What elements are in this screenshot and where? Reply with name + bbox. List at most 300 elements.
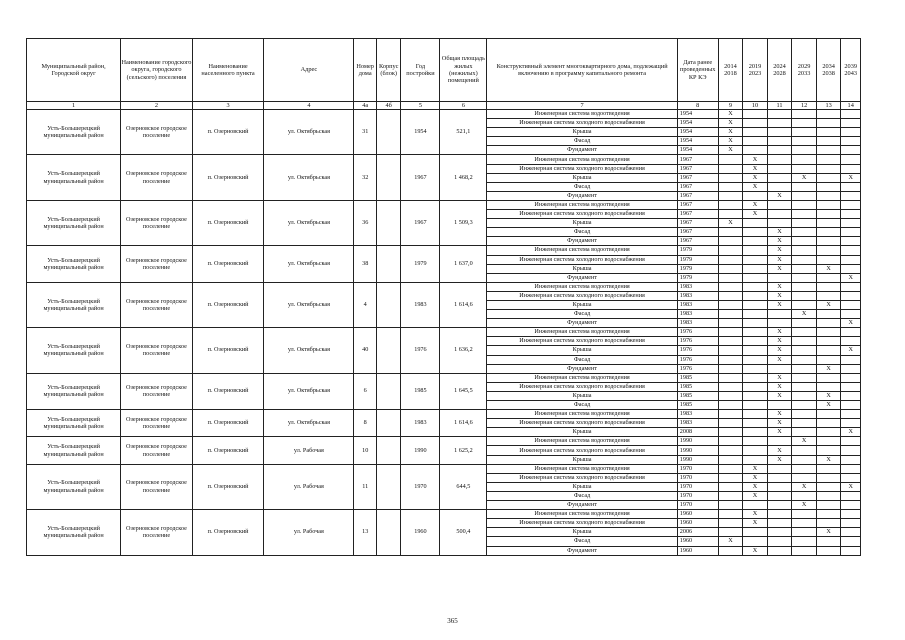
element-name-cell: Фасад	[487, 182, 677, 191]
area-cell: 1 509,3	[440, 200, 487, 245]
prev-repair-cell: 1954	[677, 146, 718, 155]
period-cell	[743, 119, 768, 128]
element-name-cell: Инженерная система холодного водоснабжения	[487, 337, 677, 346]
period-cell	[767, 210, 792, 219]
period-cell: X	[718, 219, 743, 228]
period-cell	[718, 510, 743, 519]
element-name-cell: Инженерная система водоотведения	[487, 110, 677, 119]
street-cell: ул. Октябрьская	[264, 155, 354, 200]
period-cell	[767, 155, 792, 164]
period-cell	[841, 473, 861, 482]
period-cell	[841, 282, 861, 291]
period-cell: X	[767, 391, 792, 400]
period-cell: X	[767, 237, 792, 246]
header-house-number: Номер дома	[354, 39, 377, 102]
period-cell	[718, 182, 743, 191]
period-cell	[816, 382, 841, 391]
period-cell	[792, 146, 817, 155]
area-cell: 500,4	[440, 510, 487, 555]
period-cell: X	[767, 255, 792, 264]
period-cell	[767, 401, 792, 410]
prev-repair-cell: 1985	[677, 382, 718, 391]
period-cell	[792, 228, 817, 237]
settlement-cell: Озерновское городское поселение	[121, 246, 193, 282]
period-cell: X	[792, 437, 817, 446]
period-cell	[841, 300, 861, 309]
period-cell	[792, 328, 817, 337]
build-year-cell: 1979	[401, 246, 440, 282]
prev-repair-cell: 1960	[677, 537, 718, 546]
column-number: 11	[767, 102, 792, 110]
street-cell: ул. Октябрьская	[264, 328, 354, 373]
settlement-cell: Озерновское городское поселение	[121, 155, 193, 200]
period-cell: X	[816, 391, 841, 400]
period-cell: X	[767, 191, 792, 200]
build-year-cell: 1970	[401, 464, 440, 509]
period-cell	[792, 373, 817, 382]
period-cell	[743, 446, 768, 455]
header-period-6: 2039 2043	[841, 39, 861, 102]
block-cell	[376, 282, 401, 327]
prev-repair-cell: 2006	[677, 528, 718, 537]
period-cell	[718, 419, 743, 428]
element-name-cell: Фасад	[487, 355, 677, 364]
prev-repair-cell: 1970	[677, 473, 718, 482]
prev-repair-cell: 1979	[677, 264, 718, 273]
period-cell	[743, 410, 768, 419]
element-name-cell: Фасад	[487, 491, 677, 500]
period-cell	[743, 282, 768, 291]
period-cell	[767, 182, 792, 191]
period-cell	[841, 119, 861, 128]
element-name-cell: Инженерная система холодного водоснабжения	[487, 446, 677, 455]
period-cell	[743, 328, 768, 337]
period-cell	[767, 528, 792, 537]
element-name-cell: Инженерная система водоотведения	[487, 437, 677, 446]
district-cell: Усть-Большерецкий муниципальный район	[27, 246, 121, 282]
period-cell: X	[767, 355, 792, 364]
prev-repair-cell: 1970	[677, 482, 718, 491]
period-cell: X	[792, 482, 817, 491]
period-cell	[718, 401, 743, 410]
prev-repair-cell: 1976	[677, 337, 718, 346]
period-cell	[792, 346, 817, 355]
period-cell	[792, 137, 817, 146]
period-cell	[841, 210, 861, 219]
period-cell	[792, 182, 817, 191]
prev-repair-cell: 1979	[677, 273, 718, 282]
period-cell: X	[767, 373, 792, 382]
settlement-cell: Озерновское городское поселение	[121, 464, 193, 509]
prev-repair-cell: 1983	[677, 291, 718, 300]
element-row	[27, 282, 861, 291]
period-cell	[816, 110, 841, 119]
locality-cell: п. Озерновский	[192, 246, 264, 282]
period-cell	[718, 210, 743, 219]
capital-repair-table	[26, 38, 861, 556]
house-number-cell: 4	[354, 282, 377, 327]
period-cell	[841, 528, 861, 537]
element-name-cell: Инженерная система холодного водоснабжения	[487, 291, 677, 300]
period-cell	[792, 528, 817, 537]
period-cell	[718, 501, 743, 510]
district-cell: Усть-Большерецкий муниципальный район	[27, 155, 121, 200]
prev-repair-cell: 1983	[677, 282, 718, 291]
period-cell	[841, 419, 861, 428]
period-cell	[767, 319, 792, 328]
period-cell	[743, 228, 768, 237]
district-cell: Усть-Большерецкий муниципальный район	[27, 110, 121, 155]
prev-repair-cell: 1983	[677, 310, 718, 319]
period-cell: X	[743, 491, 768, 500]
period-cell	[841, 182, 861, 191]
period-cell	[816, 546, 841, 555]
period-cell: X	[767, 446, 792, 455]
page-number: 365	[447, 617, 458, 625]
period-cell: X	[718, 137, 743, 146]
prev-repair-cell: 1976	[677, 364, 718, 373]
period-cell: X	[718, 110, 743, 119]
period-cell	[718, 164, 743, 173]
prev-repair-cell: 2008	[677, 428, 718, 437]
period-cell	[841, 128, 861, 137]
period-cell	[743, 382, 768, 391]
period-cell	[767, 546, 792, 555]
area-cell: 1 645,5	[440, 373, 487, 409]
prev-repair-cell: 1983	[677, 410, 718, 419]
period-cell	[792, 219, 817, 228]
block-cell	[376, 110, 401, 155]
period-cell	[816, 182, 841, 191]
period-cell: X	[792, 310, 817, 319]
period-cell	[718, 491, 743, 500]
period-cell	[792, 364, 817, 373]
period-cell	[816, 428, 841, 437]
period-cell: X	[767, 246, 792, 255]
period-cell	[841, 328, 861, 337]
period-cell: X	[816, 401, 841, 410]
district-cell: Усть-Большерецкий муниципальный район	[27, 510, 121, 555]
period-cell	[743, 528, 768, 537]
prev-repair-cell: 1960	[677, 510, 718, 519]
period-cell	[816, 446, 841, 455]
settlement-cell: Озерновское городское поселение	[121, 328, 193, 373]
period-cell	[743, 401, 768, 410]
period-cell	[743, 319, 768, 328]
prev-repair-cell: 1983	[677, 319, 718, 328]
block-cell	[376, 410, 401, 437]
period-cell	[743, 355, 768, 364]
period-cell	[767, 482, 792, 491]
element-name-cell: Крыша	[487, 128, 677, 137]
period-cell	[718, 446, 743, 455]
period-cell	[792, 255, 817, 264]
period-cell	[792, 519, 817, 528]
period-cell	[816, 519, 841, 528]
period-cell	[816, 473, 841, 482]
element-name-cell: Инженерная система холодного водоснабжения	[487, 473, 677, 482]
element-name-cell: Крыша	[487, 173, 677, 182]
prev-repair-cell: 1985	[677, 391, 718, 400]
period-cell	[792, 210, 817, 219]
period-cell	[767, 364, 792, 373]
period-cell	[767, 519, 792, 528]
period-cell	[743, 191, 768, 200]
area-cell: 1 637,0	[440, 246, 487, 282]
period-cell	[792, 446, 817, 455]
period-cell	[718, 473, 743, 482]
period-cell	[718, 310, 743, 319]
element-name-cell: Фундамент	[487, 273, 677, 282]
header-period-3: 2024 2028	[767, 39, 792, 102]
prev-repair-cell: 1983	[677, 419, 718, 428]
element-name-cell: Фундамент	[487, 319, 677, 328]
period-cell	[718, 255, 743, 264]
header-settlement: Наименование городского округа, городского (сельского) поселения	[121, 39, 193, 102]
column-number: 14	[841, 102, 861, 110]
period-cell: X	[767, 410, 792, 419]
element-name-cell: Крыша	[487, 219, 677, 228]
period-cell	[743, 273, 768, 282]
build-year-cell: 1985	[401, 373, 440, 409]
period-cell: X	[743, 519, 768, 528]
element-name-cell: Инженерная система холодного водоснабжения	[487, 210, 677, 219]
period-cell	[792, 491, 817, 500]
period-cell: X	[767, 228, 792, 237]
period-cell	[816, 355, 841, 364]
period-cell	[792, 401, 817, 410]
build-year-cell: 1967	[401, 155, 440, 200]
district-cell: Усть-Большерецкий муниципальный район	[27, 437, 121, 464]
element-name-cell: Фундамент	[487, 191, 677, 200]
period-cell	[816, 137, 841, 146]
period-cell	[816, 173, 841, 182]
district-cell: Усть-Большерецкий муниципальный район	[27, 410, 121, 437]
period-cell	[792, 237, 817, 246]
column-number: 7	[487, 102, 677, 110]
period-cell: X	[743, 173, 768, 182]
area-cell: 1 625,2	[440, 437, 487, 464]
element-row	[27, 464, 861, 473]
element-row	[27, 155, 861, 164]
area-cell: 1 636,2	[440, 328, 487, 373]
period-cell	[767, 146, 792, 155]
period-cell	[767, 128, 792, 137]
element-name-cell: Крыша	[487, 428, 677, 437]
period-cell	[718, 155, 743, 164]
period-cell	[841, 410, 861, 419]
build-year-cell: 1954	[401, 110, 440, 155]
period-cell: X	[841, 173, 861, 182]
period-cell	[767, 200, 792, 209]
street-cell: ул. Октябрьская	[264, 373, 354, 409]
element-name-cell: Инженерная система холодного водоснабжения	[487, 164, 677, 173]
period-cell	[792, 273, 817, 282]
area-cell: 521,1	[440, 110, 487, 155]
column-number: 9	[718, 102, 743, 110]
house-number-cell: 13	[354, 510, 377, 555]
period-cell	[743, 391, 768, 400]
period-cell	[841, 246, 861, 255]
period-cell	[792, 282, 817, 291]
period-cell	[816, 219, 841, 228]
period-cell	[767, 501, 792, 510]
period-cell	[841, 382, 861, 391]
street-cell: ул. Октябрьская	[264, 200, 354, 245]
locality-cell: п. Озерновский	[192, 464, 264, 509]
element-name-cell: Крыша	[487, 264, 677, 273]
prev-repair-cell: 1967	[677, 173, 718, 182]
column-number: 2	[121, 102, 193, 110]
period-cell	[792, 119, 817, 128]
area-cell: 1 468,2	[440, 155, 487, 200]
period-cell: X	[767, 300, 792, 309]
period-cell	[743, 110, 768, 119]
period-cell: X	[718, 537, 743, 546]
street-cell: ул. Октябрьская	[264, 410, 354, 437]
prev-repair-cell: 1954	[677, 128, 718, 137]
period-cell: X	[767, 428, 792, 437]
element-row	[27, 200, 861, 209]
period-cell	[816, 191, 841, 200]
street-cell: ул. Октябрьская	[264, 110, 354, 155]
element-name-cell: Инженерная система водоотведения	[487, 155, 677, 164]
period-cell	[841, 237, 861, 246]
column-number: 4	[264, 102, 354, 110]
build-year-cell: 1983	[401, 282, 440, 327]
element-row	[27, 373, 861, 382]
prev-repair-cell: 1979	[677, 246, 718, 255]
prev-repair-cell: 1970	[677, 501, 718, 510]
period-cell	[743, 128, 768, 137]
header-prev-repair: Дата ранее проведенных КР КЭ	[677, 39, 718, 102]
element-name-cell: Фундамент	[487, 146, 677, 155]
build-year-cell: 1976	[401, 328, 440, 373]
header-area: Общая площадь жилых (нежилых) помещений	[440, 39, 487, 102]
element-name-cell: Инженерная система водоотведения	[487, 282, 677, 291]
period-cell	[767, 491, 792, 500]
period-cell: X	[767, 291, 792, 300]
period-cell: X	[718, 119, 743, 128]
period-cell: X	[816, 528, 841, 537]
period-cell: X	[767, 419, 792, 428]
period-cell	[841, 264, 861, 273]
period-cell	[792, 191, 817, 200]
prev-repair-cell: 1967	[677, 200, 718, 209]
prev-repair-cell: 1976	[677, 328, 718, 337]
locality-cell: п. Озерновский	[192, 510, 264, 555]
period-cell	[767, 310, 792, 319]
column-number: 4а	[354, 102, 377, 110]
period-cell	[816, 491, 841, 500]
element-name-cell: Инженерная система водоотведения	[487, 510, 677, 519]
settlement-cell: Озерновское городское поселение	[121, 437, 193, 464]
period-cell: X	[816, 364, 841, 373]
element-name-cell: Инженерная система водоотведения	[487, 464, 677, 473]
block-cell	[376, 200, 401, 245]
district-cell: Усть-Большерецкий муниципальный район	[27, 464, 121, 509]
period-cell	[743, 437, 768, 446]
period-cell	[718, 391, 743, 400]
period-cell	[841, 137, 861, 146]
period-cell	[743, 373, 768, 382]
element-name-cell: Фасад	[487, 310, 677, 319]
period-cell	[792, 473, 817, 482]
period-cell: X	[792, 173, 817, 182]
period-cell	[767, 173, 792, 182]
area-cell: 1 614,6	[440, 282, 487, 327]
period-cell: X	[816, 300, 841, 309]
column-number: 4б	[376, 102, 401, 110]
period-cell	[816, 128, 841, 137]
period-cell	[816, 200, 841, 209]
period-cell	[743, 346, 768, 355]
prev-repair-cell: 1967	[677, 210, 718, 219]
period-cell	[718, 464, 743, 473]
period-cell: X	[767, 282, 792, 291]
prev-repair-cell: 1976	[677, 346, 718, 355]
element-row	[27, 110, 861, 119]
period-cell	[816, 464, 841, 473]
period-cell	[792, 510, 817, 519]
column-number: 6	[440, 102, 487, 110]
period-cell	[718, 546, 743, 555]
header-address: Адрес	[264, 39, 354, 102]
prev-repair-cell: 1967	[677, 219, 718, 228]
settlement-cell: Озерновское городское поселение	[121, 373, 193, 409]
period-cell	[743, 255, 768, 264]
period-cell	[718, 355, 743, 364]
period-cell	[816, 146, 841, 155]
period-cell	[792, 546, 817, 555]
header-period-2: 2019 2023	[743, 39, 768, 102]
element-name-cell: Фасад	[487, 228, 677, 237]
period-cell	[718, 346, 743, 355]
period-cell: X	[743, 155, 768, 164]
build-year-cell: 1983	[401, 410, 440, 437]
header-element: Конструктивный элемент многоквартирного дома, подлежащий включению в программу капитального ремонта	[487, 39, 677, 102]
period-cell	[718, 300, 743, 309]
period-cell	[792, 291, 817, 300]
period-cell	[816, 228, 841, 237]
period-cell	[841, 546, 861, 555]
period-cell	[718, 200, 743, 209]
period-cell	[792, 382, 817, 391]
period-cell	[718, 437, 743, 446]
period-cell	[816, 410, 841, 419]
prev-repair-cell: 1985	[677, 373, 718, 382]
period-cell: X	[816, 264, 841, 273]
element-name-cell: Инженерная система водоотведения	[487, 410, 677, 419]
period-cell	[743, 501, 768, 510]
period-cell	[767, 510, 792, 519]
header-row	[27, 39, 861, 102]
column-number: 5	[401, 102, 440, 110]
period-cell	[792, 200, 817, 209]
element-name-cell: Крыша	[487, 346, 677, 355]
period-cell: X	[743, 510, 768, 519]
element-row	[27, 437, 861, 446]
prev-repair-cell: 1990	[677, 455, 718, 464]
header-period-5: 2034 2038	[816, 39, 841, 102]
period-cell	[792, 300, 817, 309]
period-cell	[816, 419, 841, 428]
period-cell	[792, 128, 817, 137]
period-cell	[718, 428, 743, 437]
period-cell	[767, 110, 792, 119]
period-cell	[743, 428, 768, 437]
settlement-cell: Озерновское городское поселение	[121, 510, 193, 555]
